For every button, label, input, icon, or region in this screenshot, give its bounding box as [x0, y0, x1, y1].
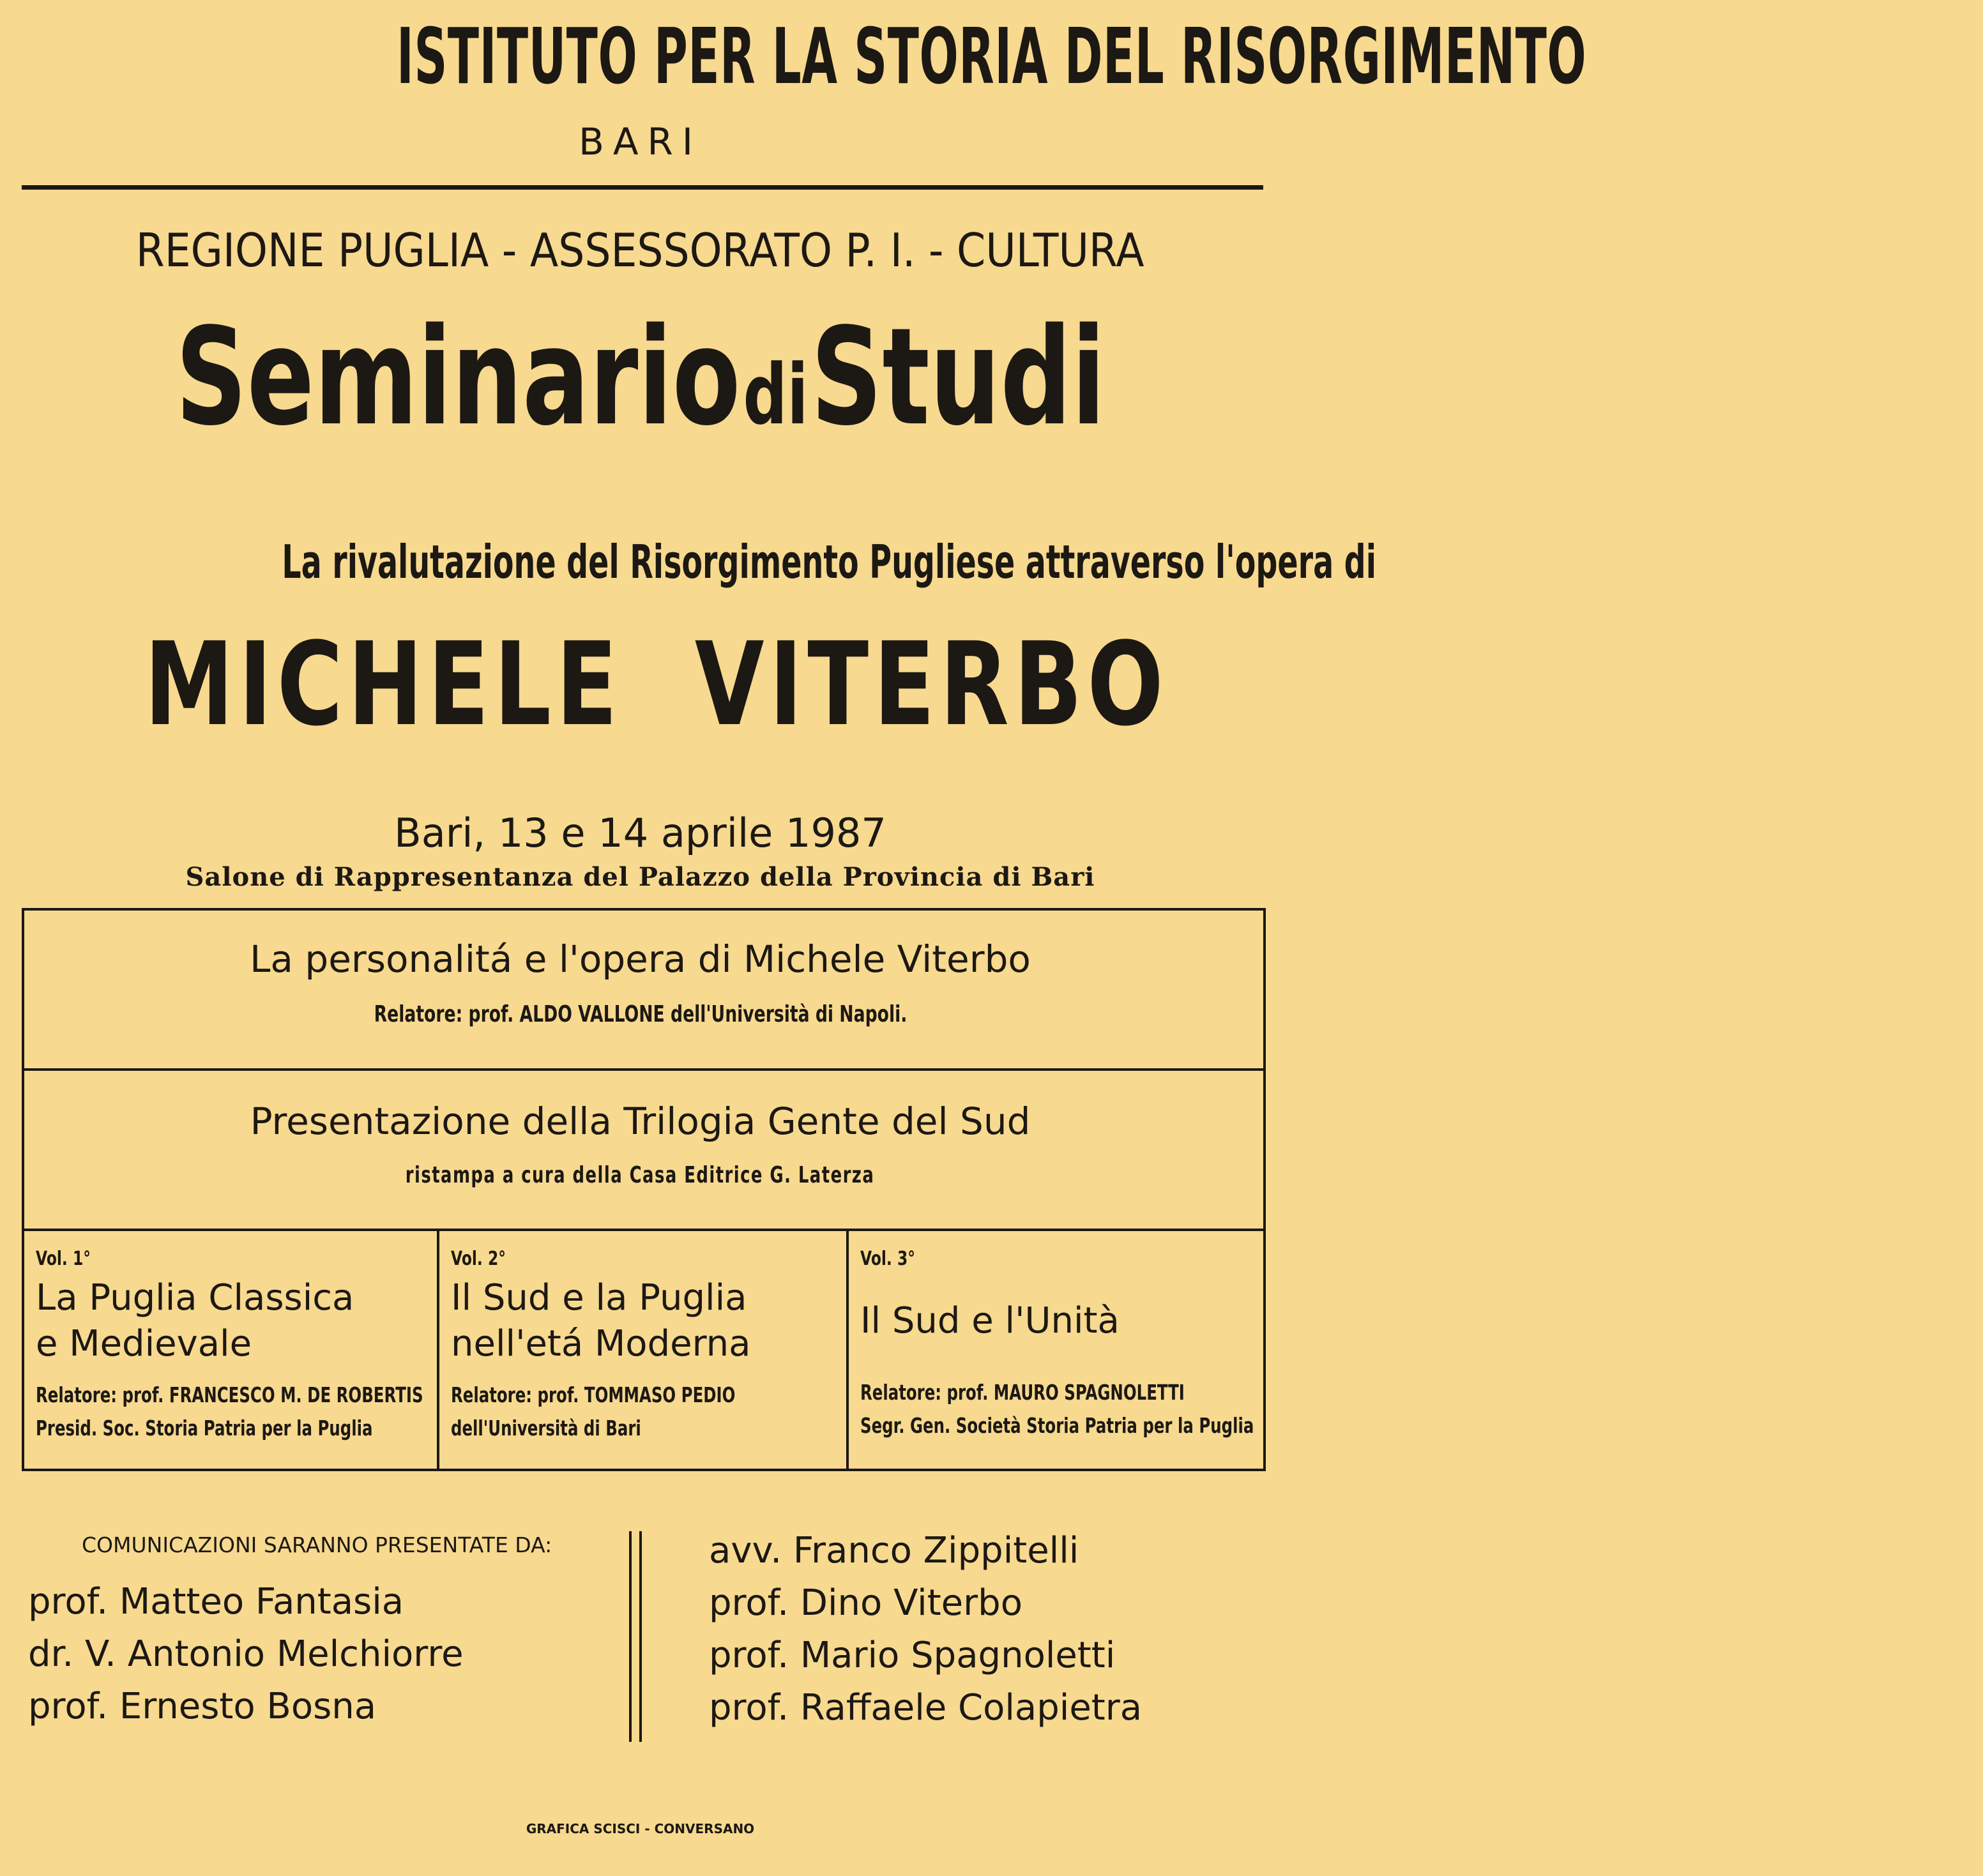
event-date: Bari, 13 e 14 aprile 1987: [394, 810, 886, 856]
section1-title: La personalitá e l'opera di Michele Viterbo: [250, 937, 1031, 981]
volume-3-speaker-line-2: Segr. Gen. Società Storia Patria per la Puglia: [860, 1413, 1254, 1438]
presenter-right-2: prof. Dino Viterbo: [709, 1582, 1022, 1624]
volume-1-title-line-2: e Medievale: [36, 1323, 252, 1365]
volume-1-speaker-line-2: Presid. Soc. Storia Patria per la Puglia: [36, 1416, 373, 1441]
printer-credit: GRAFICA SCISCI - CONVERSANO: [526, 1821, 755, 1836]
section1-speaker: Relatore: prof. ALDO VALLONE dell'Università di Napoli.: [374, 1001, 907, 1027]
volume-1-speaker-line-1: Relatore: prof. FRANCESCO M. DE ROBERTIS: [36, 1382, 423, 1407]
volume-3: [849, 1231, 1264, 1442]
volume-3-speaker-line-1: Relatore: prof. MAURO SPAGNOLETTI: [860, 1380, 1185, 1405]
volume-2: [439, 1231, 846, 1445]
section2-title: Presentazione della Trilogia Gente del Sud: [250, 1100, 1031, 1143]
seminar-title: [0, 299, 1280, 455]
title-word-studi: Studi: [810, 299, 1105, 455]
city-label: BARI: [579, 120, 702, 163]
event-venue: Salone di Rappresentanza del Palazzo della Provincia di Bari: [185, 862, 1095, 892]
presenter-right-3: prof. Mario Spagnoletti: [709, 1635, 1116, 1676]
volume-2-speaker-line-2: dell'Università di Bari: [451, 1416, 641, 1441]
presenter-left-2: dr. V. Antonio Melchiorre: [28, 1633, 464, 1675]
communications-right-list: [709, 1525, 1142, 1734]
volume-2-label: Vol. 2°: [451, 1248, 506, 1270]
header-rule: [22, 185, 1263, 190]
communications-heading: COMUNICAZIONI SARANNO PRESENTATE DA:: [82, 1532, 552, 1557]
title-word-seminario: Seminario: [175, 299, 741, 455]
communications-divider-b: [639, 1531, 642, 1742]
volume-3-label: Vol. 3°: [860, 1248, 915, 1270]
volume-2-title-line-1: Il Sud e la Puglia: [451, 1277, 747, 1319]
title-word-di: di: [743, 346, 809, 443]
communications-left-list: [28, 1576, 464, 1733]
volume-2-title-line-2: nell'etá Moderna: [451, 1323, 751, 1365]
presenter-left-1: prof. Matteo Fantasia: [28, 1581, 404, 1623]
seminar-subtitle: La rivalutazione del Risorgimento Pugliese attraverso l'opera di: [282, 535, 1376, 589]
region-line: REGIONE PUGLIA - ASSESSORATO P. I. - CULTURA: [136, 223, 1144, 277]
section2-note: ristampa a cura della Casa Editrice G. Laterza: [406, 1162, 875, 1188]
volume-1-label: Vol. 1°: [36, 1248, 91, 1270]
volume-2-speaker-line-1: Relatore: prof. TOMMASO PEDIO: [451, 1382, 736, 1407]
presenter-right-1: avv. Franco Zippitelli: [709, 1530, 1079, 1571]
communications-divider-a: [629, 1531, 632, 1742]
volume-3-title: Il Sud e l'Unità: [860, 1300, 1120, 1342]
volume-1-title-line-1: La Puglia Classica: [36, 1277, 354, 1319]
institute-title: ISTITUTO PER LA STORIA DEL RISORGIMENTO: [397, 13, 1587, 102]
honoree-name: MICHELE VITERBO: [144, 618, 1169, 752]
presenter-left-3: prof. Ernesto Bosna: [28, 1686, 377, 1727]
volume-1: [24, 1231, 437, 1445]
program-divider-1: [22, 1068, 1266, 1071]
presenter-right-4: prof. Raffaele Colapietra: [709, 1687, 1143, 1728]
